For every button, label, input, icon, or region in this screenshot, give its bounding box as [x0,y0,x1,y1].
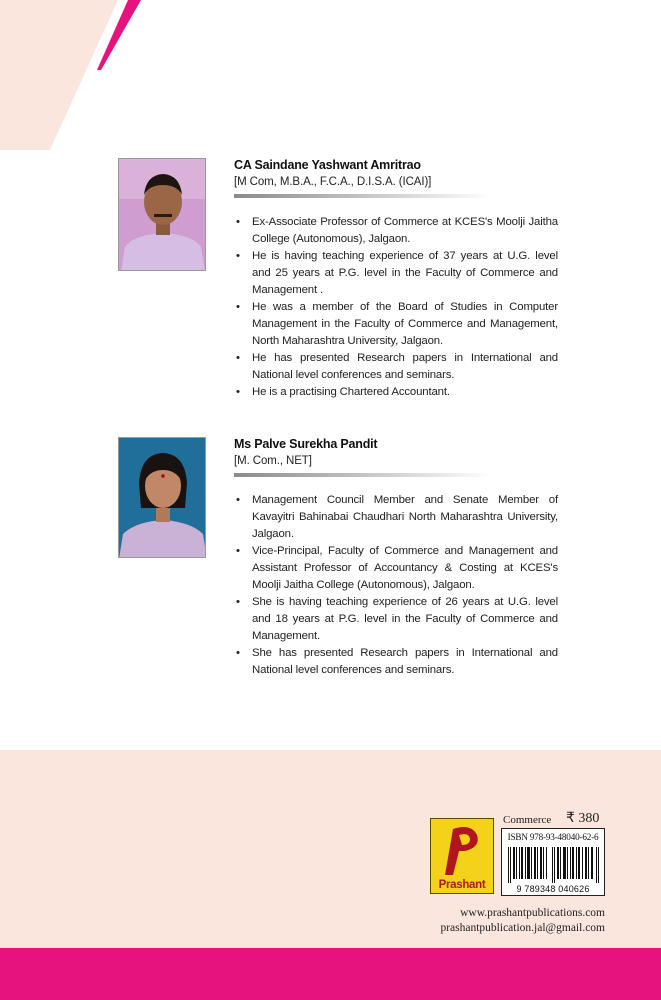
list-item: • Management Council Member and Senate Member of Kavayitri Bahinabai Chaudhari North Maharashtra University, Jalgaon. [234,492,558,543]
list-item: • He is having teaching experience of 37 years at U.G. level and 25 years at P.G. level in the Faculty of Commerce and Management . [234,248,558,299]
author-qualifications: [M Com, M.B.A., F.C.A., D.I.S.A. (ICAI)] [234,176,432,188]
author-info-2 [234,437,558,477]
publisher-logo-text: Prashant [438,879,486,891]
divider [234,473,492,477]
price-label: ₹ 380 [566,811,600,826]
list-item: • Ex-Associate Professor of Commerce at KCES's Moolji Jaitha College (Autonomous), Jalgaon. [234,214,558,248]
author-qualifications: [M. Com., NET] [234,455,312,467]
author-info-1 [234,158,558,198]
list-item: • He has presented Research papers in International and National level conferences and seminars. [234,350,558,384]
barcode-number: 9 789348 040626 [516,884,590,894]
list-item: • Vice-Principal, Faculty of Commerce and Management and Assistant Professor of Accountancy & Costing at KCES's Moolji Jaitha College (Autonomous), Jalgaon. [234,543,558,594]
publisher-website[interactable]: www.prashantpublications.com [460,907,605,919]
author-name: Ms Palve Surekha Pandit [234,437,378,451]
author-bullet-list-1 [234,214,558,401]
author-bullet-list-2 [234,492,558,679]
list-item: • She is having teaching experience of 26 years at U.G. level and 18 years at P.G. level in the Faculty of Commerce and Management. [234,594,558,645]
author-photo-2 [118,437,206,558]
publisher-logo [430,818,494,894]
list-item: • He was a member of the Board of Studies in Computer Management in the Faculty of Commerce and Management, North Maharashtra University, Jalgaon. [234,299,558,350]
top-decoration [0,0,661,150]
barcode-box [501,828,605,896]
author-name: CA Saindane Yashwant Amritrao [234,158,421,172]
author-photo-1 [118,158,206,271]
isbn-label: ISBN 978-93-48040-62-6 [507,832,599,842]
divider [234,194,492,198]
list-item: • He is a practising Chartered Accountant. [234,384,558,401]
barcode-icon [508,847,600,883]
publisher-email[interactable]: prashantpublication.jal@gmail.com [440,922,605,934]
list-item: • She has presented Research papers in International and National level conferences and seminars. [234,645,558,679]
subject-label: Commerce [503,814,552,826]
bottom-accent-bar [0,948,661,1000]
